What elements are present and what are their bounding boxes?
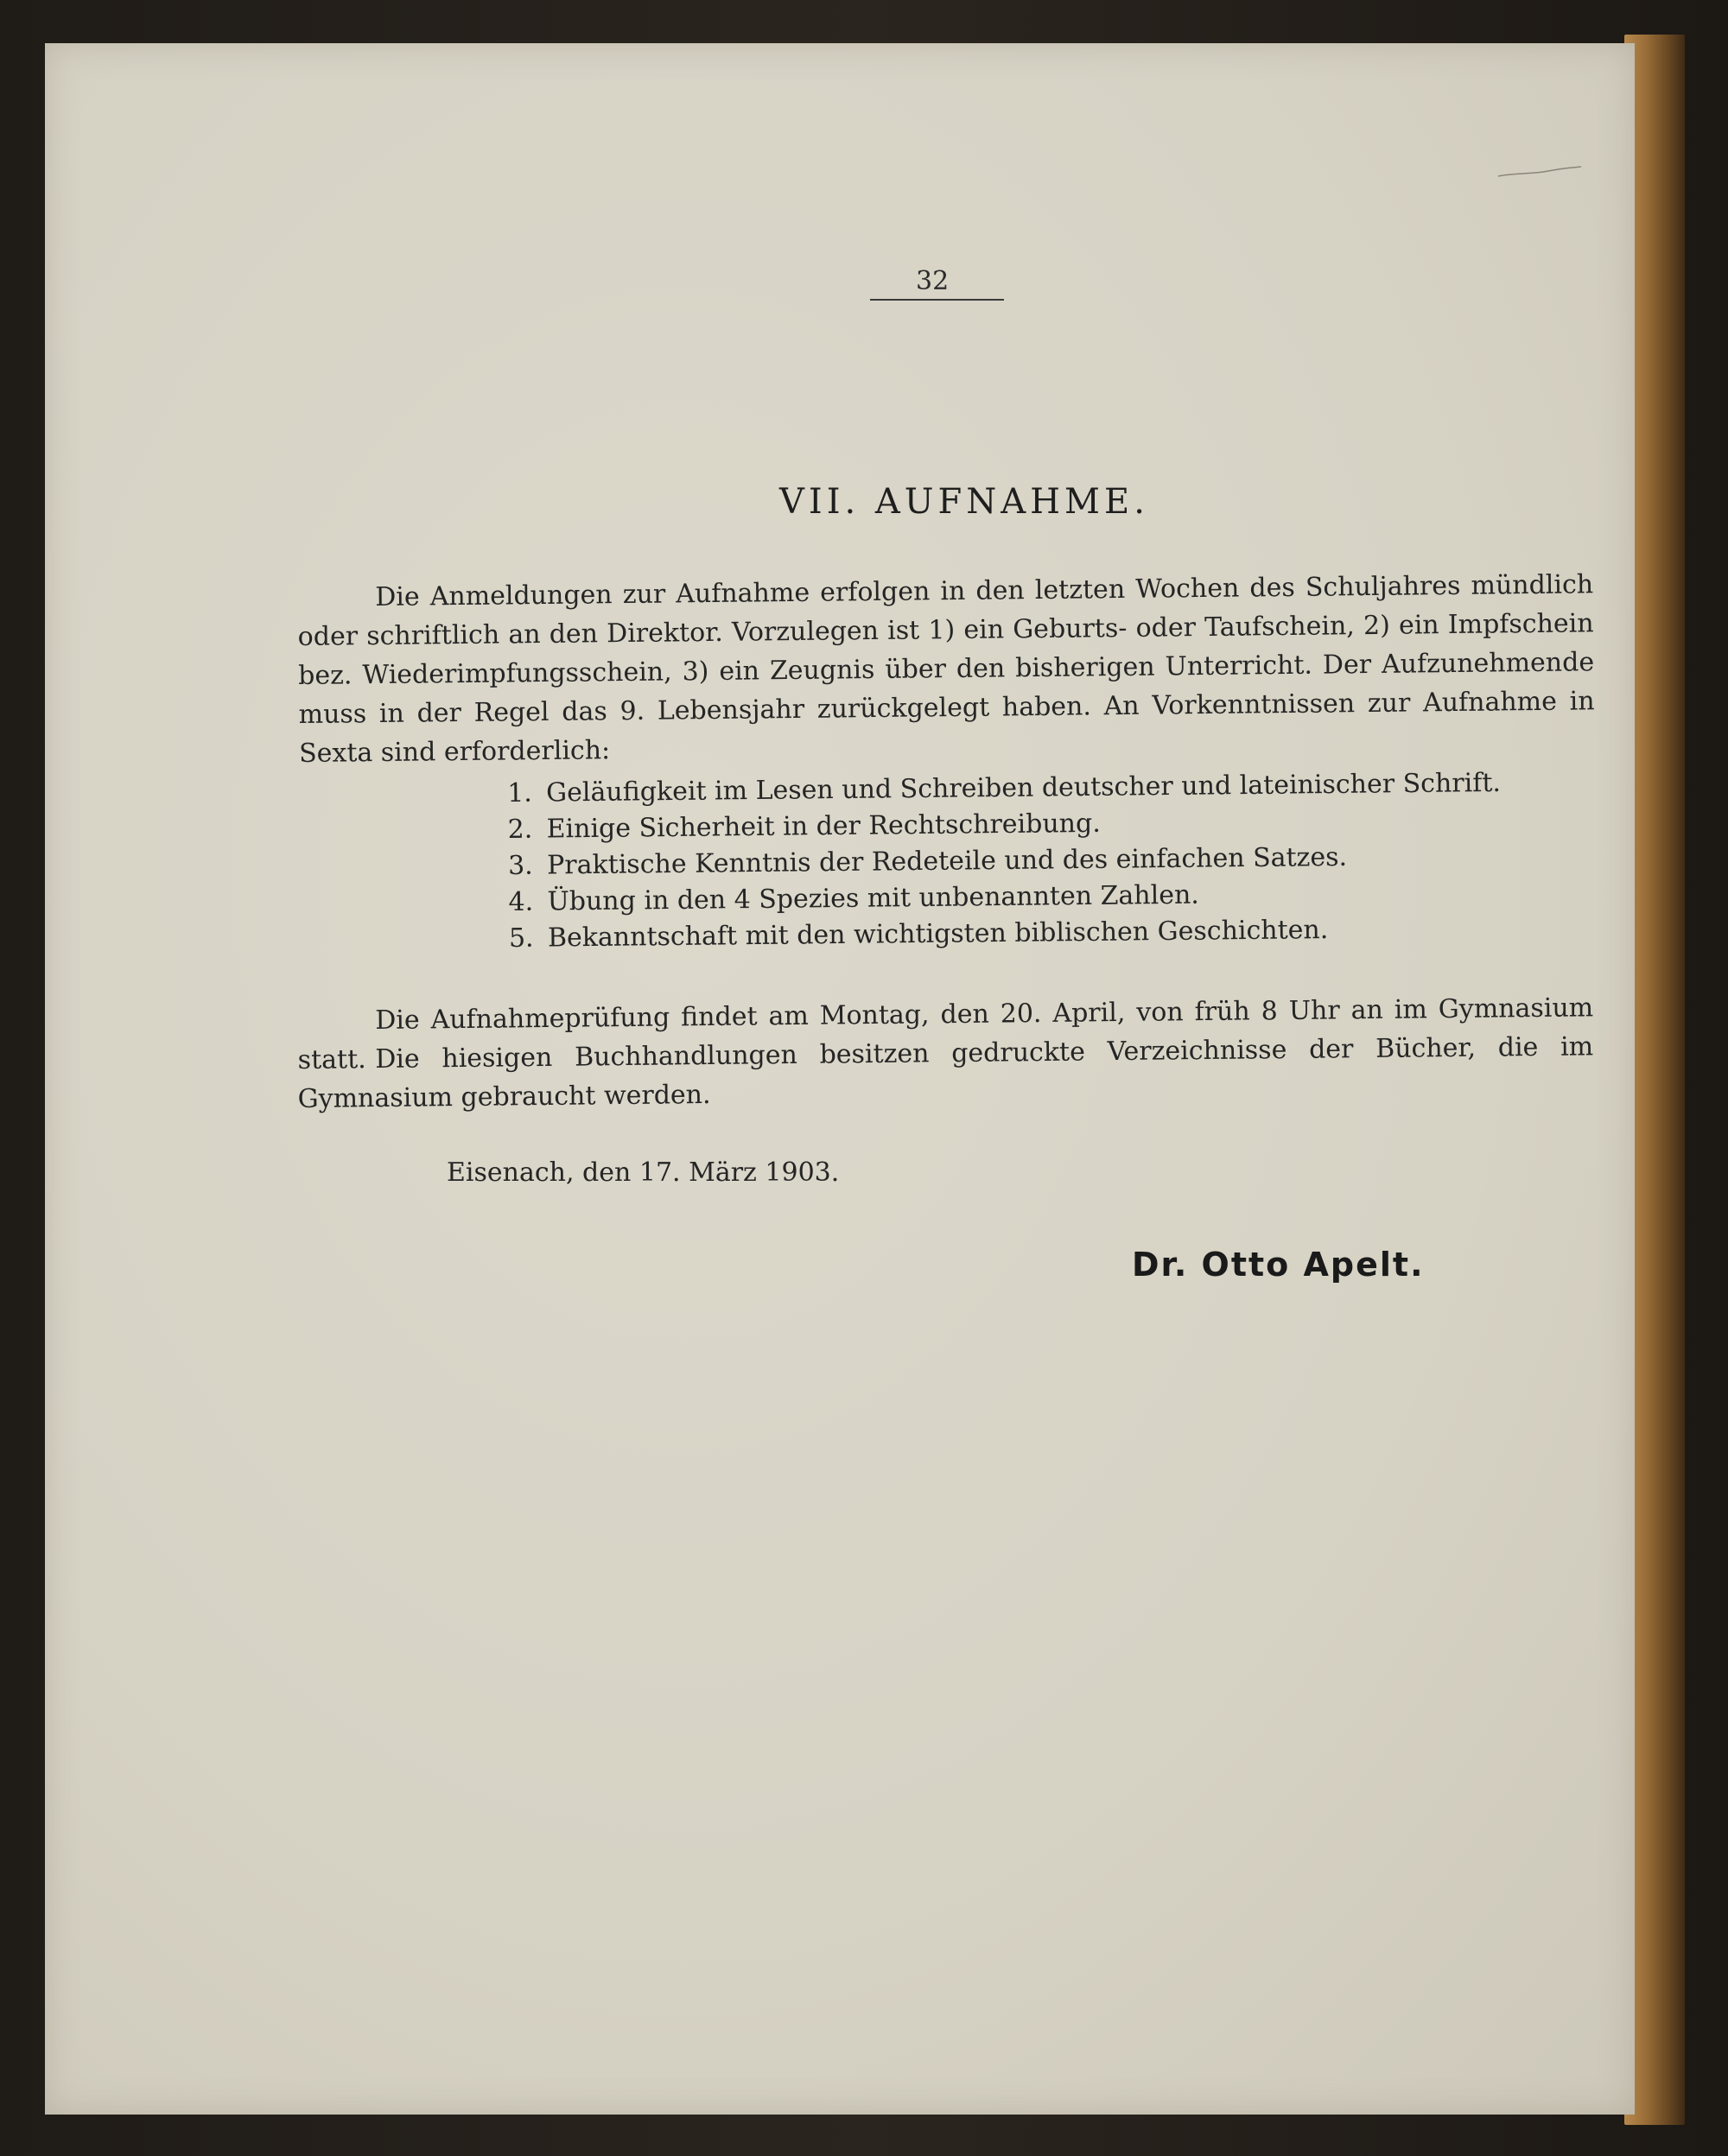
exam-paragraph: Die Aufnahmeprüfung findet am Montag, den 20. April, von früh 8 Uhr an im Gymnasium statt. [297,992,1594,1075]
place-date: Eisenach, den 17. März 1903. [447,1157,840,1188]
list-item-text: Geläufigkeit im Lesen und Schreiben deutscher und lateinischer Schrift. [546,767,1502,808]
page-number: 32 [916,266,950,296]
signature: Dr. Otto Apelt. [1132,1246,1425,1284]
list-item-number: 1. [507,777,533,808]
list-item-number: 2. [507,814,533,845]
list-item-text: Übung in den 4 Spezies mit unbenannten Zahlen. [547,879,1200,917]
books-paragraph: Die hiesigen Buchhandlungen besitzen gedruckte Verzeichnisse der Bücher, die im Gymnasium gebraucht werden. [297,1031,1594,1114]
list-item-text: Praktische Kenntnis der Redeteile und des einfachen Satzes. [546,841,1348,881]
list-item-number: 3. [507,850,533,881]
intro-paragraph: Die Anmeldungen zur Aufnahme erfolgen in den letzten Wochen des Schuljahres mündlich oder schriftlich an den Direktor. Vorzulegen ist 1) ein Geburts- oder Taufschein, 2) ein Impfschein bez. Wiederimpfungsschein, 3) ein Zeugnis über den bisherigen Unterricht. Der Aufzunehmende muss in der Regel das 9. Lebensjahr zurückgelegt haben. An Vorkenntnissen zur Aufnahme in Sexta sind erforderlich: [297,569,1595,769]
list-item-number: 4. [508,886,534,917]
page-number-rule [870,299,1004,301]
list-item-text: Einige Sicherheit in der Rechtschreibung. [546,808,1101,845]
document-page [45,43,1635,2115]
section-title: VII. AUFNAHME. [779,482,1149,522]
requirements-list [507,764,1546,957]
list-item-number: 5. [508,923,534,954]
list-item-text: Bekanntschaft mit den wichtigsten biblischen Geschichten. [547,915,1329,954]
pencil-mark-icon [1496,164,1583,181]
